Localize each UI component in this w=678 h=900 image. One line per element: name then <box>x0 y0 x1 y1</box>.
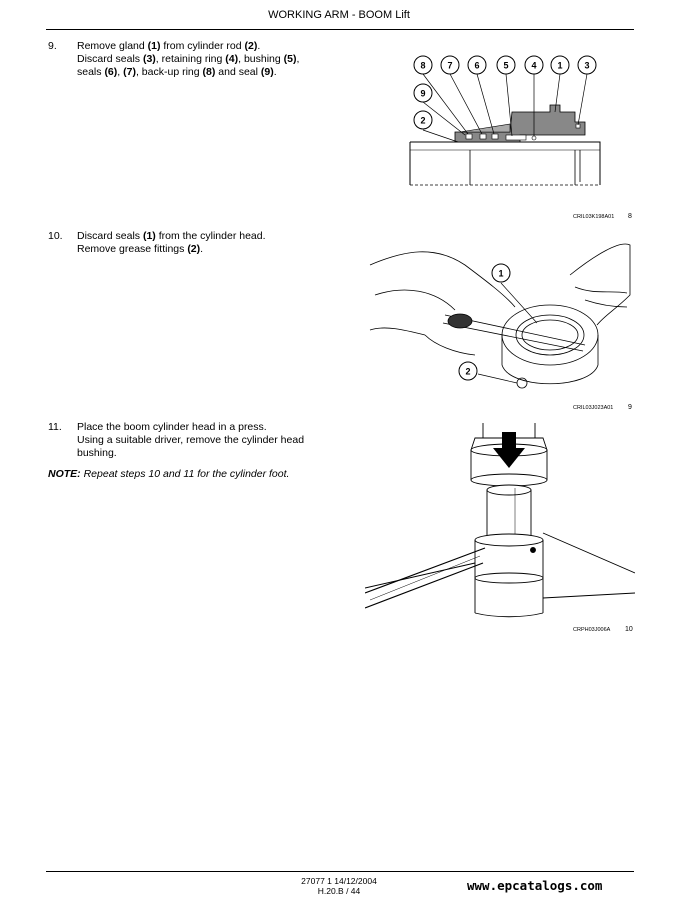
step-text-segment: . <box>257 40 261 52</box>
step-line <box>77 53 352 66</box>
footer-line-1: 27077 1 14/12/2004 <box>301 876 377 886</box>
watermark-url: www.epcatalogs.com <box>467 878 603 893</box>
part-reference: (3) <box>142 53 156 65</box>
part-reference: (1) <box>147 40 161 52</box>
step-text-segment: Remove gland <box>77 40 148 52</box>
note-label: NOTE: <box>48 468 81 480</box>
step-text-segment: . <box>200 243 204 255</box>
step-text-segment: Discard seals <box>77 53 143 65</box>
step-text-segment: seals <box>77 66 105 78</box>
step-text <box>77 40 352 79</box>
step-text-segment: bushing. <box>77 447 117 459</box>
part-reference: (8) <box>202 66 216 78</box>
step-line <box>77 243 352 256</box>
part-reference: (5) <box>283 53 297 65</box>
step-line <box>77 421 352 434</box>
part-reference: (7) <box>123 66 136 78</box>
step-number: 10. <box>48 230 63 242</box>
step-text-segment: and seal <box>215 66 261 78</box>
step-number: 11. <box>48 421 62 433</box>
step-text <box>77 421 352 460</box>
step-line <box>77 40 352 53</box>
step-text-segment: Remove grease fittings <box>77 243 188 255</box>
figure-press-driver <box>365 418 635 618</box>
figure-number: 9 <box>628 404 632 411</box>
figure-number: 8 <box>628 213 632 220</box>
part-reference: (9) <box>260 66 274 78</box>
figure-code: CRIL03J023A01 <box>573 405 614 411</box>
step-line <box>77 447 352 460</box>
callout-label: 1 <box>498 268 504 279</box>
header-rule <box>46 29 634 30</box>
page-header-title: WORKING ARM - BOOM Lift <box>268 9 410 21</box>
footer-rule <box>46 871 634 872</box>
step-text-segment: Place the boom cylinder head in a press. <box>77 421 267 433</box>
callout-label: 9 <box>420 88 426 99</box>
figure-code: CRIL03K198A01 <box>573 214 615 220</box>
part-reference: (4) <box>225 53 239 65</box>
figure-cylinder-head-seals <box>365 235 635 400</box>
callout-label: 4 <box>531 60 537 71</box>
callout-label: 6 <box>474 60 480 71</box>
step-text-segment: from the cylinder head. <box>155 230 266 242</box>
step-text-segment: , <box>296 53 300 65</box>
figure-gland-cross-section <box>400 50 640 190</box>
part-reference: (1) <box>142 230 156 242</box>
step-number: 9. <box>48 40 57 52</box>
step-text-segment: Discard seals <box>77 230 143 242</box>
part-reference: (2) <box>244 40 258 52</box>
step-text-segment: , bushing <box>238 53 284 65</box>
callout-label: 5 <box>503 60 509 71</box>
step-text <box>77 230 352 256</box>
callout-label: 2 <box>420 115 426 126</box>
step-text-segment: Using a suitable driver, remove the cylinder head <box>77 434 305 446</box>
callout-label: 3 <box>584 60 590 71</box>
footer-line-2: H.20.B / 44 <box>317 886 361 896</box>
step-text-segment: , back-up ring <box>135 66 203 78</box>
step-line <box>77 66 352 79</box>
part-reference: (2) <box>187 243 201 255</box>
callout-label: 8 <box>420 60 426 71</box>
step-text-segment: , <box>117 66 124 78</box>
callout-label: 1 <box>557 60 563 71</box>
callout-label: 2 <box>465 366 471 377</box>
note-text: Repeat steps 10 and 11 for the cylinder foot. <box>80 468 290 480</box>
step-text-segment: from cylinder rod <box>160 40 245 52</box>
step-text-segment: , retaining ring <box>155 53 226 65</box>
callout-label: 7 <box>447 60 453 71</box>
step-text-segment: . <box>273 66 277 78</box>
figure-number: 10 <box>625 626 633 633</box>
part-reference: (6) <box>104 66 118 78</box>
figure-code: CRPH03J006A <box>573 627 611 633</box>
step-line <box>77 230 352 243</box>
step-line <box>77 434 352 447</box>
note <box>48 468 289 480</box>
